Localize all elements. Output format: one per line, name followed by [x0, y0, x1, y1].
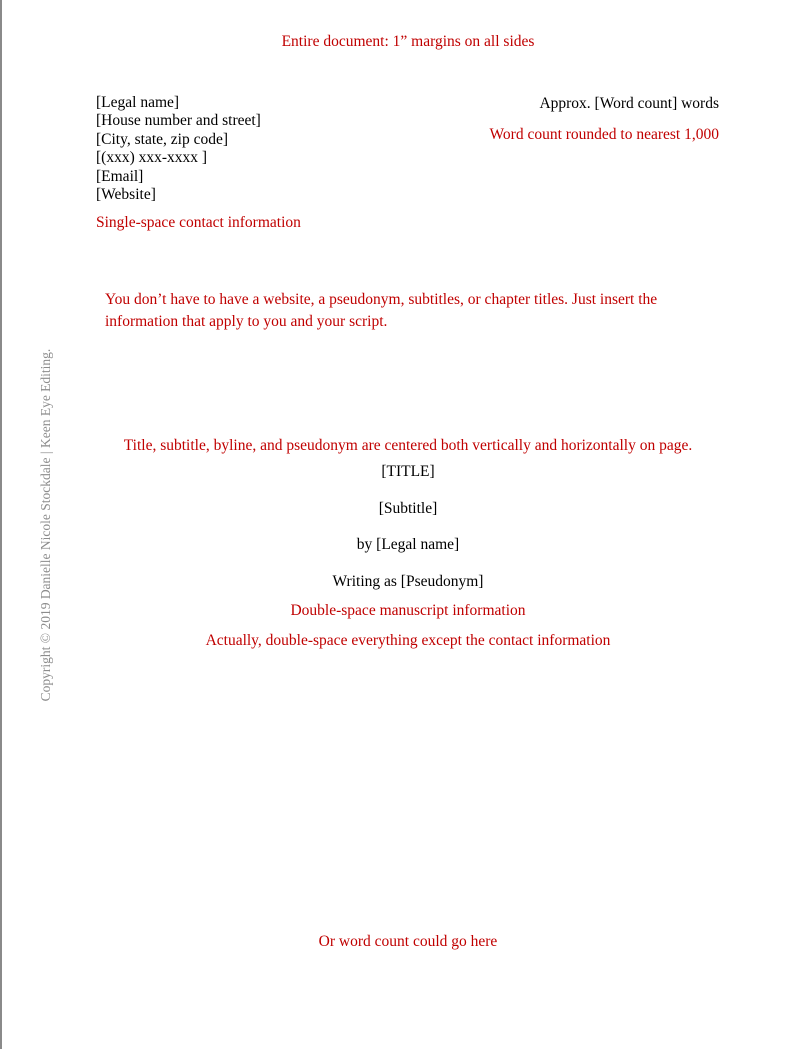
page-left-edge — [0, 0, 2, 1049]
manuscript-subtitle: [Subtitle] — [378, 500, 438, 517]
manuscript-byline: by [Legal name] — [356, 536, 460, 553]
contact-block — [96, 94, 261, 204]
contact-legal-name: [Legal name] — [96, 94, 180, 111]
margins-note: Entire document: 1” margins on all sides — [281, 33, 535, 50]
contact-phone: [(xxx) xxx-xxxx ] — [96, 149, 208, 167]
double-space-all-note: Actually, double-space everything except the contact information — [205, 632, 611, 649]
contact-website: [Website] — [96, 186, 156, 204]
word-count: Approx. [Word count] words — [539, 95, 719, 112]
alt-word-count-note: Or word count could go here — [318, 933, 498, 950]
contact-street: [House number and street] — [96, 112, 261, 130]
centering-note: Title, subtitle, byline, and pseudonym are centered both vertically and horizontally on page. — [123, 437, 693, 454]
manuscript-pseudonym: Writing as [Pseudonym] — [332, 573, 484, 590]
double-space-note: Double-space manuscript information — [290, 602, 526, 619]
word-count-rounding-note: Word count rounded to nearest 1,000 — [489, 126, 719, 143]
optional-info-note: You don’t have to have a website, a pseudonym, subtitles, or chapter titles. Just insert the information that apply to you and your script. — [105, 291, 658, 330]
contact-city: [City, state, zip code] — [96, 130, 228, 148]
contact-email: [Email] — [96, 167, 144, 185]
single-space-note: Single-space contact information — [96, 214, 301, 231]
manuscript-title: [TITLE] — [381, 463, 435, 480]
copyright-watermark: Copyright © 2019 Danielle Nicole Stockdale | Keen Eye Editing. — [38, 348, 53, 702]
